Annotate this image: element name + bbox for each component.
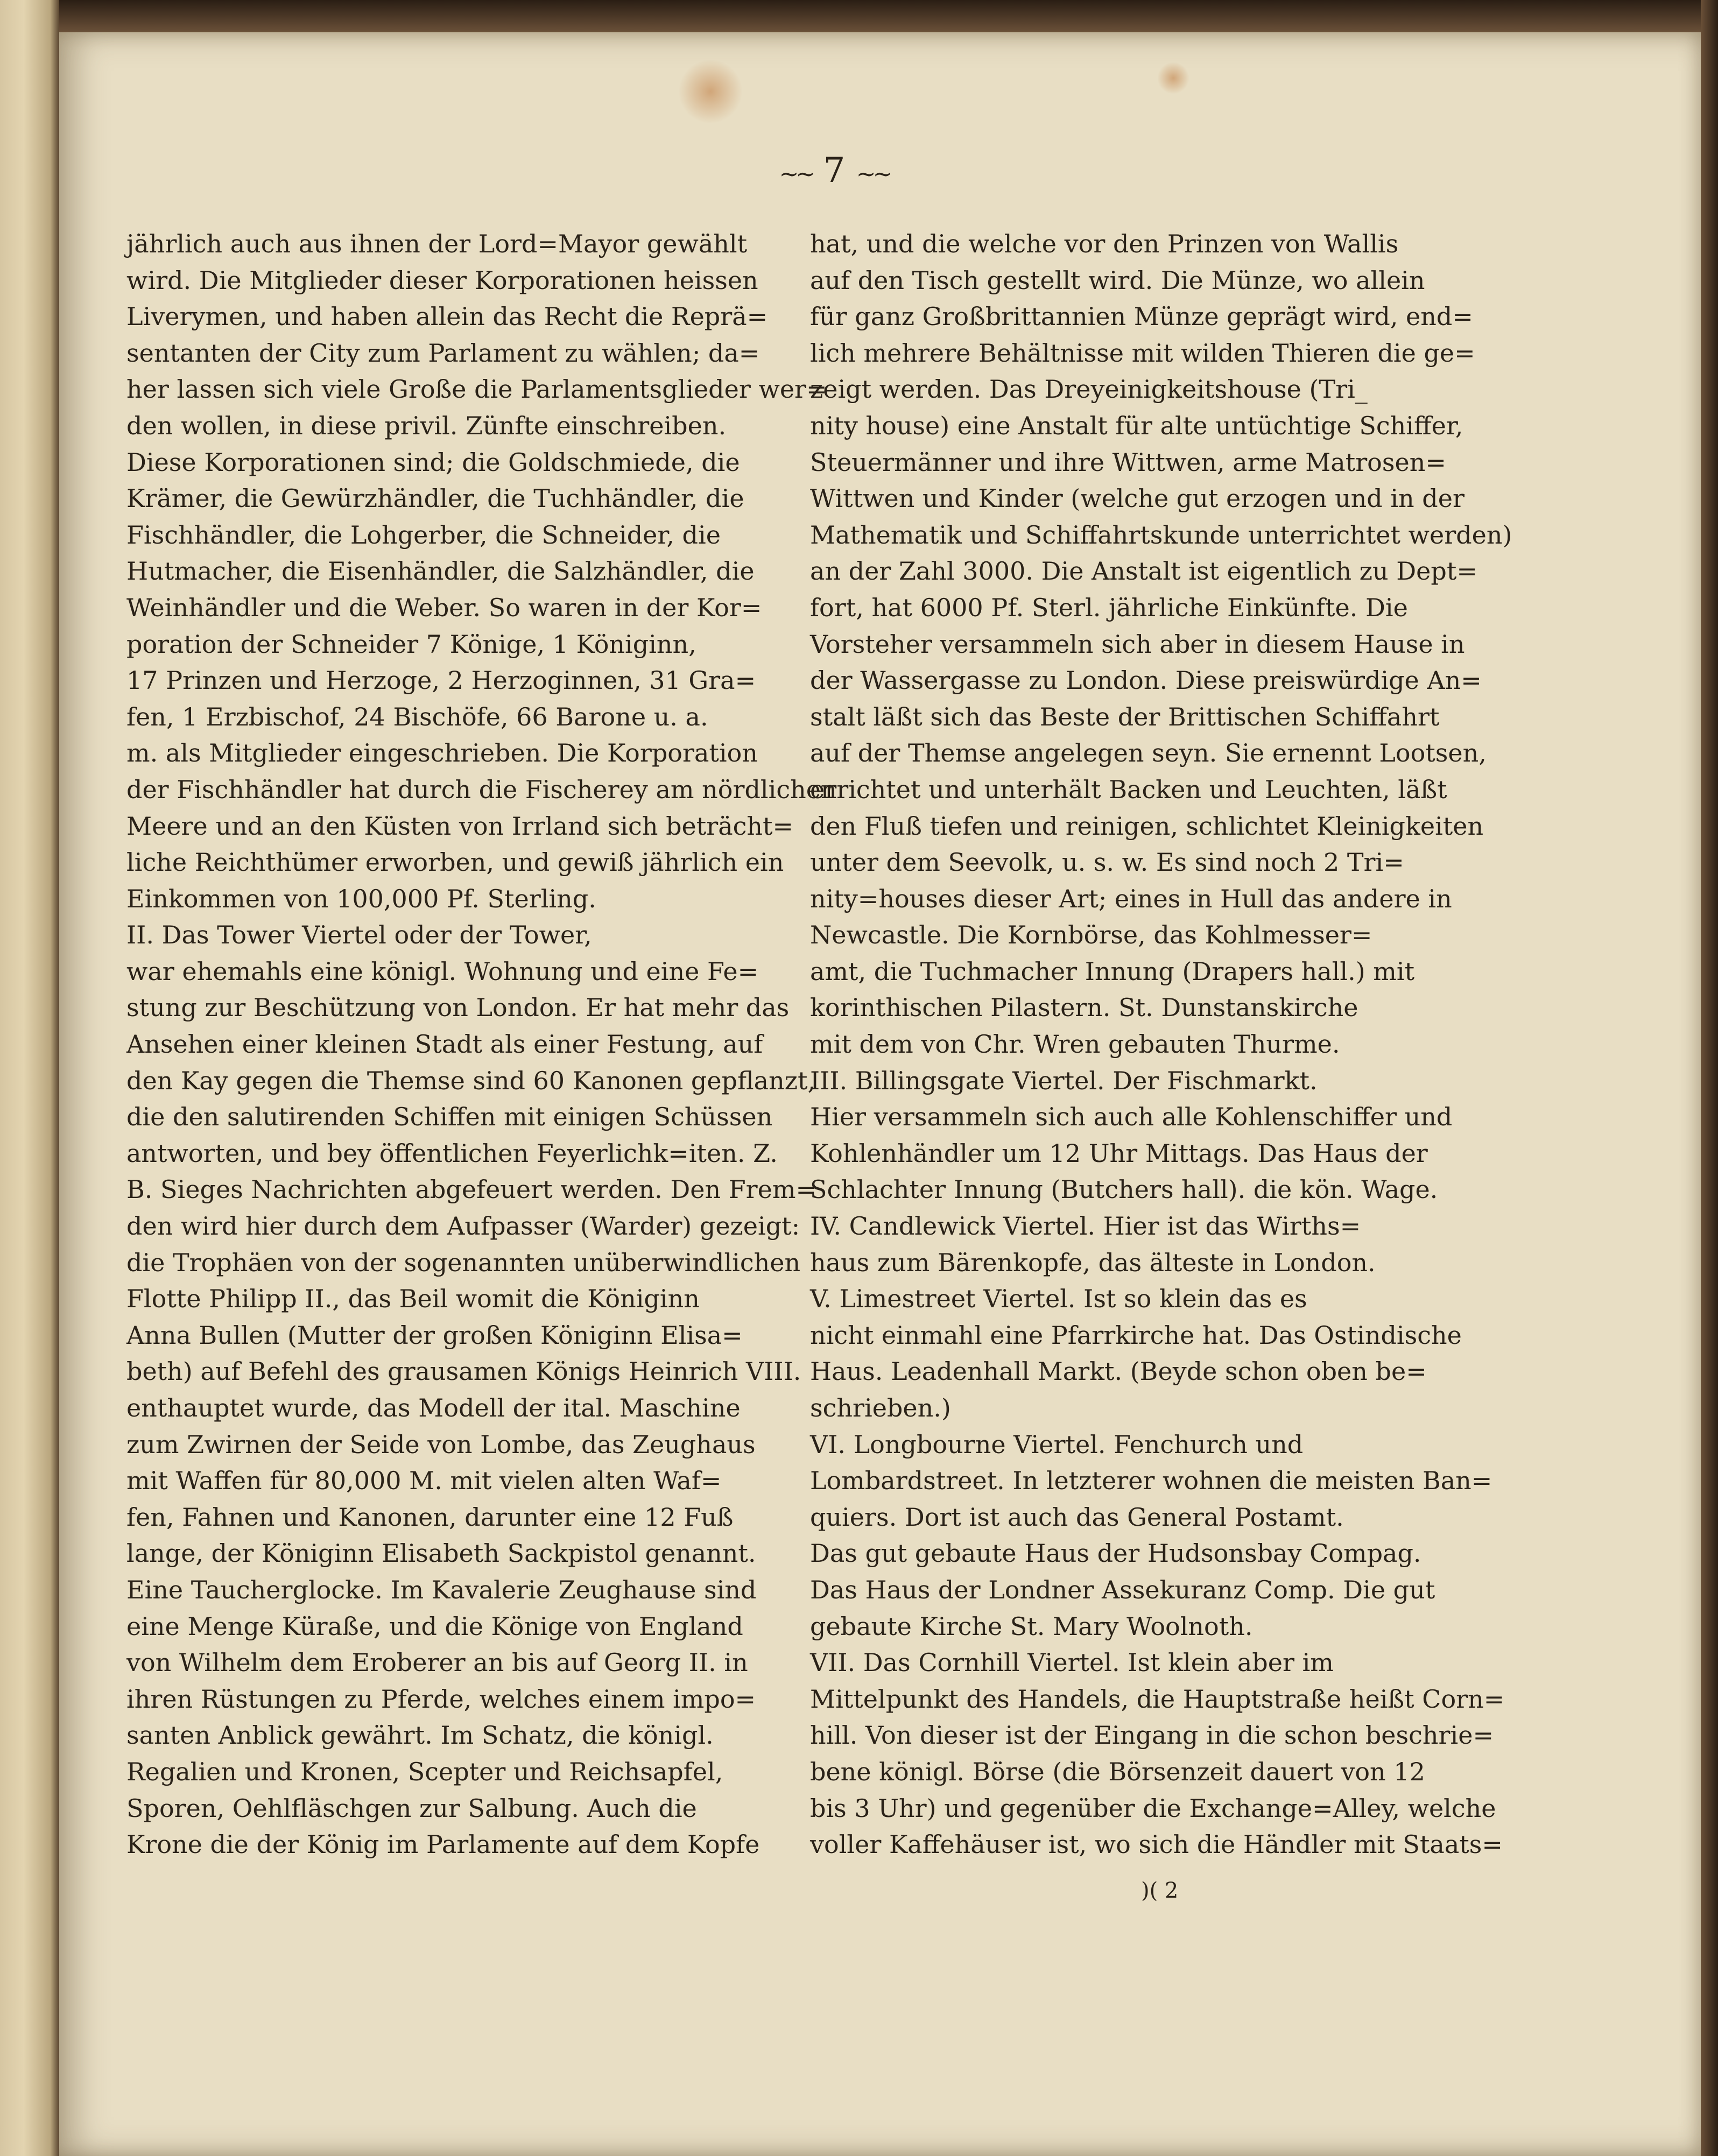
text-line: zeigt werden. Das Dreyeinigkeitshouse (Tri_	[810, 375, 1368, 404]
text-line: bis 3 Uhr) und gegenüber die Exchange=Alley, welche	[810, 1793, 1496, 1823]
text-line: stalt läßt sich das Beste der Brittischen Schiffahrt	[810, 702, 1440, 731]
text-line: nicht einmahl eine Pfarrkirche hat. Das Ostindische	[810, 1320, 1462, 1350]
text-line: liche Reichthümer erworben, und gewiß jährlich ein	[126, 848, 784, 877]
text-line: fort, hat 6000 Pf. Sterl. jährliche Einkünfte. Die	[810, 593, 1408, 622]
text-line: ihren Rüstungen zu Pferde, welches einem impo=	[126, 1684, 756, 1714]
text-line: enthauptet wurde, das Modell der ital. Maschine	[126, 1393, 741, 1422]
text-line: antworten, und bey öffentlichen Feyerlichk=iten. Z.	[126, 1138, 778, 1168]
stain-mark	[678, 59, 743, 124]
text-line: jährlich auch aus ihnen der Lord=Mayor gewählt	[126, 229, 748, 258]
page-number: 7	[823, 151, 846, 191]
text-line: Schlachter Innung (Butchers hall). die kön. Wage.	[810, 1175, 1438, 1204]
text-line: an der Zahl 3000. Die Anstalt ist eigentlich zu Dept=	[810, 556, 1477, 586]
text-line: Anna Bullen (Mutter der großen Königinn Elisa=	[126, 1320, 743, 1350]
text-line: IV. Candlewick Viertel. Hier ist das Wirths=	[810, 1211, 1361, 1241]
text-line: Ansehen einer kleinen Stadt als einer Festung, auf	[126, 1030, 763, 1059]
text-line: poration der Schneider 7 Könige, 1 Königinn,	[126, 629, 696, 659]
text-line: errichtet und unterhält Backen und Leuchten, läßt	[810, 774, 1447, 804]
text-line: Das gut gebaute Haus der Hudsonsbay Compag.	[810, 1539, 1421, 1568]
text-line: den wird hier durch dem Aufpasser (Warder) gezeigt:	[126, 1211, 800, 1241]
text-line: Hier versammeln sich auch alle Kohlenschiffer und	[810, 1102, 1453, 1132]
text-line: mit dem von Chr. Wren gebauten Thurme.	[810, 1030, 1340, 1059]
text-line: beth) auf Befehl des grausamen Königs Heinrich VIII.	[126, 1357, 801, 1386]
text-line: für ganz Großbrittannien Münze geprägt wird, end=	[810, 302, 1473, 332]
text-line: lange, der Königinn Elisabeth Sackpistol genannt.	[126, 1539, 756, 1568]
text-line: der Wassergasse zu London. Diese preiswürdige An=	[810, 666, 1482, 695]
text-line: bene königl. Börse (die Börsenzeit dauert von 12	[810, 1757, 1425, 1786]
text-line: fen, Fahnen und Kanonen, darunter eine 12 Fuß	[126, 1502, 734, 1532]
text-line: hill. Von dieser ist der Eingang in die schon beschrie=	[810, 1721, 1494, 1750]
text-line: voller Kaffehäuser ist, wo sich die Händler mit Staats=	[810, 1830, 1503, 1859]
text-line: quiers. Dort ist auch das General Postamt.	[810, 1502, 1344, 1532]
book-right-edge	[1701, 0, 1718, 2156]
text-line: Steuermänner und ihre Wittwen, arme Matrosen=	[810, 447, 1446, 477]
text-line: nity=houses dieser Art; eines in Hull das andere in	[810, 884, 1452, 913]
text-line: Eine Taucherglocke. Im Kavalerie Zeughause sind	[126, 1575, 757, 1604]
text-line: amt, die Tuchmacher Innung (Drapers hall.) mit	[810, 956, 1415, 986]
text-line: zum Zwirnen der Seide von Lombe, das Zeughaus	[126, 1429, 756, 1459]
ornament-right: ~~	[856, 160, 890, 188]
book-gutter	[0, 0, 59, 2156]
text-line: nity house) eine Anstalt für alte untüchtige Schiffer,	[810, 411, 1463, 440]
text-line: Meere und an den Küsten von Irrland sich beträcht=	[126, 811, 794, 841]
text-line: Kohlenhändler um 12 Uhr Mittags. Das Haus der	[810, 1138, 1428, 1168]
text-line: haus zum Bärenkopfe, das älteste in London.	[810, 1248, 1376, 1277]
stain-mark	[1157, 62, 1189, 94]
text-line: den Fluß tiefen und reinigen, schlichtet Kleinigkeiten	[810, 811, 1484, 841]
text-line: III. Billingsgate Viertel. Der Fischmarkt.	[810, 1066, 1318, 1095]
left-text-column	[126, 226, 837, 1863]
text-line: Fischhändler, die Lohgerber, die Schneider, die	[126, 520, 721, 549]
text-line: wird. Die Mitglieder dieser Korporationen heissen	[126, 265, 758, 295]
text-line: Sporen, Oehlfläschgen zur Salbung. Auch die	[126, 1793, 697, 1823]
text-line: den wollen, in diese privil. Zünfte einschreiben.	[126, 411, 727, 440]
text-line: mit Waffen für 80,000 M. mit vielen alten Waf=	[126, 1466, 722, 1496]
text-line: Newcastle. Die Kornbörse, das Kohlmesser=	[810, 920, 1372, 950]
text-line: Hutmacher, die Eisenhändler, die Salzhändler, die	[126, 556, 755, 586]
text-line: B. Sieges Nachrichten abgefeuert werden. Den Frem=	[126, 1175, 817, 1204]
text-line: war ehemahls eine königl. Wohnung und eine Fe=	[126, 956, 759, 986]
text-line: Haus. Leadenhall Markt. (Beyde schon oben be=	[810, 1357, 1427, 1386]
text-line: fen, 1 Erzbischof, 24 Bischöfe, 66 Barone u. a.	[126, 702, 708, 731]
text-line: Vorsteher versammeln sich aber in diesem Hause in	[810, 629, 1465, 659]
text-line: Weinhändler und die Weber. So waren in der Kor=	[126, 593, 762, 622]
text-line: VI. Longbourne Viertel. Fenchurch und	[810, 1429, 1304, 1459]
book-top-edge	[59, 0, 1718, 32]
ornament-left: ~~	[779, 160, 813, 188]
text-line: Mittelpunkt des Handels, die Hauptstraße heißt Corn=	[810, 1684, 1505, 1714]
signature-mark: )( 2	[1141, 1878, 1179, 1903]
text-line: sentanten der City zum Parlament zu wählen; da=	[126, 338, 760, 368]
text-line: Krone die der König im Parlamente auf dem Kopfe	[126, 1830, 760, 1859]
text-line: auf den Tisch gestellt wird. Die Münze, wo allein	[810, 265, 1425, 295]
page-number-header	[716, 151, 953, 191]
text-line: gebaute Kirche St. Mary Woolnoth.	[810, 1611, 1253, 1641]
text-line: Einkommen von 100,000 Pf. Sterling.	[126, 884, 596, 913]
text-line: der Fischhändler hat durch die Fischerey am nördlichen	[126, 774, 837, 804]
text-line: m. als Mitglieder eingeschrieben. Die Korporation	[126, 738, 758, 768]
text-line: korinthischen Pilastern. St. Dunstanskirche	[810, 993, 1358, 1023]
right-text-column	[810, 226, 1526, 1863]
text-line: Liverymen, und haben allein das Recht die Reprä=	[126, 302, 768, 332]
text-line: Krämer, die Gewürzhändler, die Tuchhändler, die	[126, 484, 744, 513]
text-line: Lombardstreet. In letzterer wohnen die meisten Ban=	[810, 1466, 1492, 1496]
text-line: hat, und die welche vor den Prinzen von Wallis	[810, 229, 1399, 258]
text-line: lich mehrere Behältnisse mit wilden Thieren die ge=	[810, 338, 1475, 368]
text-line: II. Das Tower Viertel oder der Tower,	[126, 920, 592, 950]
text-line: V. Limestreet Viertel. Ist so klein das es	[810, 1284, 1307, 1314]
text-line: Regalien und Kronen, Scepter und Reichsapfel,	[126, 1757, 723, 1786]
text-line: Das Haus der Londner Assekuranz Comp. Die gut	[810, 1575, 1435, 1604]
text-line: unter dem Seevolk, u. s. w. Es sind noch 2 Tri=	[810, 848, 1404, 877]
text-line: eine Menge Küraße, und die Könige von England	[126, 1611, 743, 1641]
text-line: VII. Das Cornhill Viertel. Ist klein aber im	[810, 1648, 1334, 1678]
text-line: die den salutirenden Schiffen mit einigen Schüssen	[126, 1102, 773, 1132]
text-line: Flotte Philipp II., das Beil womit die Königinn	[126, 1284, 700, 1314]
text-line: 17 Prinzen und Herzoge, 2 Herzoginnen, 31 Gra=	[126, 666, 756, 695]
text-line: santen Anblick gewährt. Im Schatz, die königl.	[126, 1721, 714, 1750]
text-line: Wittwen und Kinder (welche gut erzogen und in der	[810, 484, 1464, 513]
text-line: schrieben.)	[810, 1393, 951, 1422]
text-line: auf der Themse angelegen seyn. Sie ernennt Lootsen,	[810, 738, 1487, 768]
text-line: Diese Korporationen sind; die Goldschmiede, die	[126, 447, 740, 477]
text-line: Mathematik und Schiffahrtskunde unterrichtet werden)	[810, 520, 1512, 549]
text-line: die Trophäen von der sogenannten unüberwindlichen	[126, 1248, 801, 1277]
text-line: den Kay gegen die Themse sind 60 Kanonen gepflanzt,	[126, 1066, 816, 1095]
text-line: von Wilhelm dem Eroberer an bis auf Georg II. in	[126, 1648, 748, 1678]
text-line: her lassen sich viele Große die Parlamentsglieder wer=	[126, 375, 827, 404]
text-line: stung zur Beschützung von London. Er hat mehr das	[126, 993, 790, 1023]
